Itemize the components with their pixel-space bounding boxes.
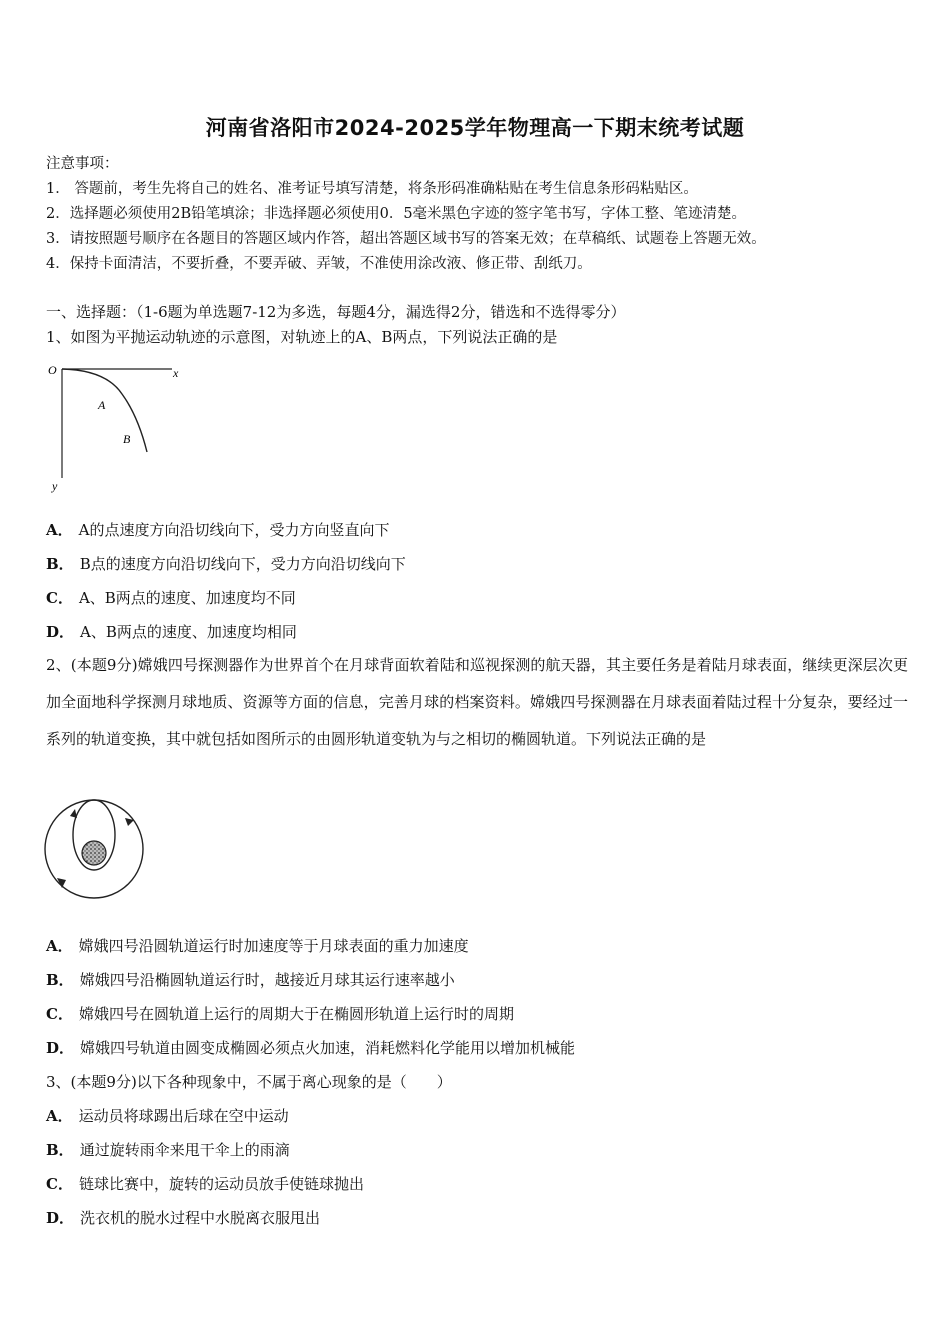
option-text: 运动员将球踢出后球在空中运动 [78, 1107, 289, 1125]
q3-option-c [46, 1173, 364, 1194]
point-a-label: A [98, 398, 106, 412]
option-letter: C． [46, 1175, 73, 1193]
option-text: 嫦娥四号沿椭圆轨道运行时，越接近月球其运行速率越小 [79, 971, 455, 989]
option-text: 洗衣机的脱水过程中水脱离衣服甩出 [80, 1209, 321, 1227]
orbit-arrow-icon [70, 809, 77, 818]
q2-option-c [46, 1003, 514, 1024]
q3-option-a [46, 1105, 289, 1126]
q1-option-c [46, 587, 296, 608]
option-text: A、B两点的速度、加速度均不同 [78, 589, 296, 607]
option-text: 嫦娥四号在圆轨道上运行的周期大于在椭圆形轨道上运行时的周期 [78, 1005, 514, 1023]
option-text: B点的速度方向沿切线向下，受力方向沿切线向下 [79, 555, 406, 573]
notice-item-4: 4．保持卡面清洁，不要折叠，不要弄破、弄皱，不准使用涂改液、修正带、刮纸刀。 [46, 256, 592, 272]
point-b-label: B [123, 432, 131, 446]
q1-option-d [46, 621, 297, 642]
option-letter: A． [46, 1107, 73, 1125]
y-axis-label: y [52, 479, 58, 493]
moon [82, 841, 106, 865]
option-text: 嫦娥四号轨道由圆变成椭圆必须点火加速，消耗燃料化学能用以增加机械能 [80, 1039, 576, 1057]
q3-option-d [46, 1207, 320, 1228]
q2-option-b [46, 969, 455, 990]
q3-option-b [46, 1139, 290, 1160]
option-letter: B． [46, 1141, 74, 1159]
option-letter: D． [46, 1039, 75, 1057]
q2-option-d [46, 1037, 575, 1058]
option-letter: C． [46, 1005, 73, 1023]
option-letter: D． [46, 623, 75, 641]
option-letter: B． [46, 555, 74, 573]
option-text: 嫦娥四号沿圆轨道运行时加速度等于月球表面的重力加速度 [78, 937, 469, 955]
option-text: 链球比赛中，旋转的运动员放手使链球抛出 [78, 1175, 364, 1193]
notice-item-1: 1． 答题前，考生先将自己的姓名、准考证号填写清楚，将条形码准确粘贴在考生信息条形码粘贴区。 [46, 181, 698, 197]
option-letter: C． [46, 589, 73, 607]
notice-heading: 注意事项： [46, 156, 119, 172]
q1-stem: 1、如图为平抛运动轨迹的示意图，对轨迹上的A、B两点，下列说法正确的是 [46, 328, 558, 346]
x-axis-label: x [173, 366, 179, 380]
option-letter: B． [46, 971, 74, 989]
option-text: 通过旋转雨伞来甩干伞上的雨滴 [79, 1141, 290, 1159]
q1-option-b [46, 553, 406, 574]
origin-label: O [48, 363, 57, 377]
lunar-orbit-figure [42, 796, 150, 902]
notice-item-3: 3．请按照题号顺序在各题目的答题区域内作答，超出答题区域书写的答案无效；在草稿纸、试题卷上答题无效。 [46, 231, 766, 247]
notice-item-2: 2．选择题必须使用2B铅笔填涂；非选择题必须使用0．5毫米黑色字迹的签字笔书写，字体工整、笔迹清楚。 [46, 206, 747, 222]
q1-option-a [46, 519, 389, 540]
projectile-trajectory-figure [44, 360, 194, 495]
page-title: 河南省洛阳市2024-2025学年物理高一下期末统考试题 [205, 116, 745, 140]
option-text: A、B两点的速度、加速度均相同 [80, 623, 297, 641]
option-text: A的点速度方向沿切线向下，受力方向竖直向下 [78, 521, 390, 539]
option-letter: A． [46, 937, 73, 955]
q2-option-a [46, 935, 469, 956]
q2-stem: 2、(本题9分)嫦娥四号探测器作为世界首个在月球背面软着陆和巡视探测的航天器，其主要任务是着陆月球表面，继续更深层次更加全面地科学探测月球地质、资源等方面的信息，完善月球的档案资料。嫦娥四号探测器在月球表面着陆过程十分复杂，要经过一系列的轨道变换，其中就包括如图所示的由圆形轨道变轨为与之相切的椭圆轨道。下列说法正确的是 [46, 656, 909, 748]
q3-stem: 3、(本题9分)以下各种现象中，不属于离心现象的是（ ） [46, 1073, 452, 1091]
option-letter: D． [46, 1209, 75, 1227]
section-heading: 一、选择题：（1-6题为单选题7-12为多选，每题4分，漏选得2分，错选和不选得零分） [46, 303, 626, 321]
option-letter: A． [46, 521, 73, 539]
